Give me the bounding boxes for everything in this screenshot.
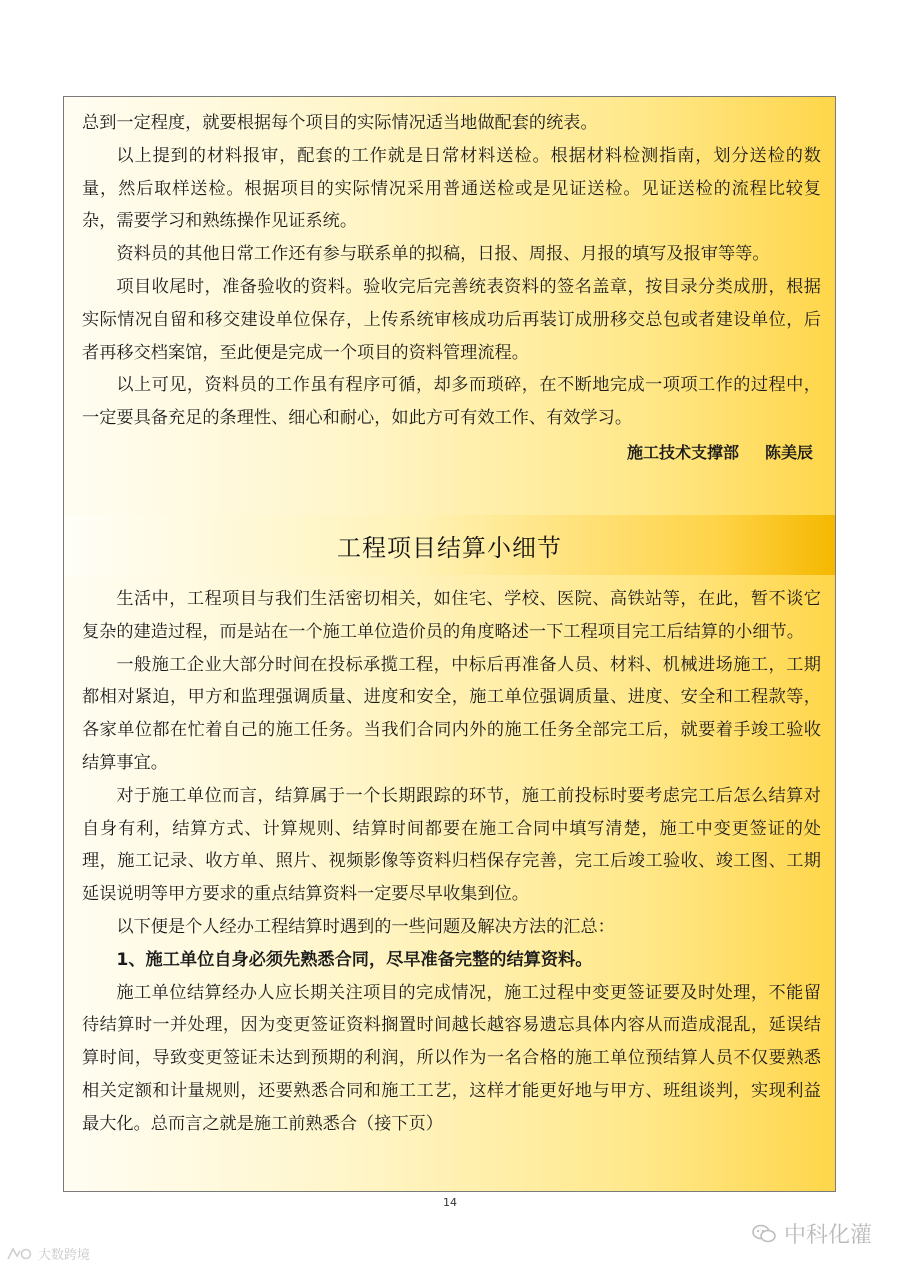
signature-author: 陈美辰 xyxy=(764,442,813,462)
watermark-left-text: 大数跨境 xyxy=(38,1248,91,1263)
watermark-right-text: 中科化灌 xyxy=(783,1223,872,1248)
paragraph: 一般施工企业大部分时间在投标承揽工程，中标后再准备人员、材料、机械进场施工，工期都相对紧迫，甲方和监理强调质量、进度和安全，施工单位强调质量、进度、安全和工程款等，各家单位都在忙着自己的施工任务。当我们合同内外的施工任务全部完工后，就要着手竣工验收结算事宜。 xyxy=(82,654,821,773)
paragraph: 生活中，工程项目与我们生活密切相关，如住宅、学校、医院、高铁站等，在此，暂不谈它复杂的建造过程，而是站在一个施工单位造价员的角度略述一下工程项目完工后结算的小细节。 xyxy=(82,589,821,642)
section-title: 工程项目结算小细节 xyxy=(337,533,562,562)
wechat-icon xyxy=(752,1224,776,1244)
text-box-bottom xyxy=(63,575,836,1192)
paragraph: 总到一定程度，就要根据每个项目的实际情况适当地做配套的统表。 xyxy=(82,113,598,133)
brand-logo-icon xyxy=(6,1247,34,1261)
paragraph: 资料员的其他日常工作还有参与联系单的拟稿，日报、周报、月报的填写及报审等等。 xyxy=(116,244,770,265)
text-box-top xyxy=(63,96,836,515)
section1-content xyxy=(82,107,821,469)
watermark-left xyxy=(6,1244,90,1263)
page-number: 14 xyxy=(443,1196,457,1209)
watermark-right xyxy=(752,1218,872,1249)
signature-department: 施工技术支撑部 xyxy=(626,442,739,462)
section2-content xyxy=(82,583,821,1141)
paragraph: 以下便是个人经办工程结算时遇到的一些问题及解决方法的汇总： xyxy=(116,916,615,937)
paragraph: 以上可见，资料员的工作虽有程序可循，却多而琐碎，在不断地完成一项项工作的过程中，一定要具备充足的条理性、细心和耐心，如此方可有效工作、有效学习。 xyxy=(82,375,821,429)
subheading: 1、施工单位自身必须先熟悉合同，尽早准备完整的结算资料。 xyxy=(116,949,593,970)
paragraph: 以上提到的材料报审，配套的工作就是日常材料送检。根据材料检测指南，划分送检的数量，然后取样送检。根据项目的实际情况采用普通送检或是见证送检。见证送检的流程比较复杂，需要学习和熟练操作见证系统。 xyxy=(82,145,821,232)
paragraph: 施工单位结算经办人应长期关注项目的完成情况，施工过程中变更签证要及时处理，不能留待结算时一并处理，因为变更签证资料搁置时间越长越容易遗忘具体内容从而造成混乱，延误结算时间，导致变更签证未达到预期的利润，所以作为一名合格的施工单位预结算人员不仅要熟悉相关定额和计量规则，还要熟悉合同和施工工艺，这样才能更好地与甲方、班组谈判，实现利益最大化。总而言之就是施工前熟悉合（接下页） xyxy=(82,982,821,1134)
paragraph: 项目收尾时，准备验收的资料。验收完后完善统表资料的签名盖章，按目录分类成册，根据实际情况自留和移交建设单位保存，上传系统审核成功后再装订成册移交总包或者建设单位，后者再移交档案馆，至此便是完成一个项目的资料管理流程。 xyxy=(82,276,821,363)
paragraph: 对于施工单位而言，结算属于一个长期跟踪的环节，施工前投标时要考虑完工后怎么结算对自身有利，结算方式、计算规则、结算时间都要在施工合同中填写清楚，施工中变更签证的处理，施工记录、收方单、照片、视频影像等资料归档保存完善，完工后竣工验收、竣工图、工期延误说明等甲方要求的重点结算资料一定要尽早收集到位。 xyxy=(82,785,821,905)
signature xyxy=(82,437,821,469)
section-title-band xyxy=(63,515,836,575)
